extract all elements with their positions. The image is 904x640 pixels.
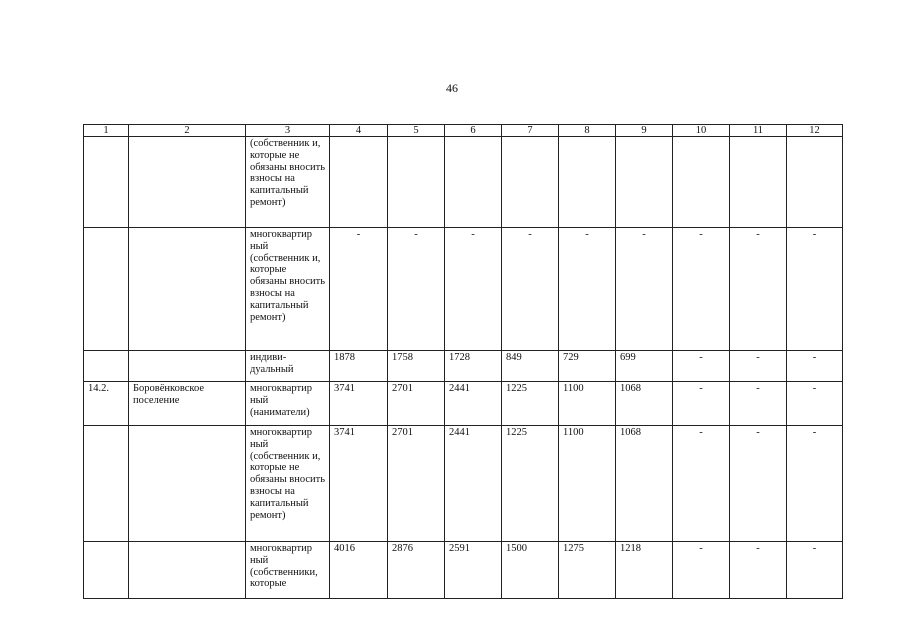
value-cell: - bbox=[673, 228, 730, 351]
value-cell bbox=[559, 137, 616, 228]
value-cell: - bbox=[787, 228, 843, 351]
column-header: 3 bbox=[246, 125, 330, 137]
value-cell: 3741 bbox=[330, 382, 388, 426]
column-header: 4 bbox=[330, 125, 388, 137]
value-cell: - bbox=[673, 351, 730, 382]
value-cell: - bbox=[388, 228, 445, 351]
settlement-cell bbox=[129, 137, 246, 228]
table-row bbox=[84, 137, 843, 228]
row-number-cell bbox=[84, 137, 129, 228]
value-cell: 729 bbox=[559, 351, 616, 382]
column-header: 7 bbox=[502, 125, 559, 137]
value-cell: 1068 bbox=[616, 382, 673, 426]
value-cell: 2876 bbox=[388, 542, 445, 599]
value-cell: 699 bbox=[616, 351, 673, 382]
value-cell bbox=[673, 137, 730, 228]
value-cell: 2441 bbox=[445, 382, 502, 426]
value-cell: - bbox=[787, 542, 843, 599]
settlement-cell: Боровёнковское поселение bbox=[129, 382, 246, 426]
value-cell: 1068 bbox=[616, 426, 673, 542]
value-cell bbox=[502, 137, 559, 228]
settlement-cell bbox=[129, 228, 246, 351]
value-cell: 4016 bbox=[330, 542, 388, 599]
column-header: 11 bbox=[730, 125, 787, 137]
column-header: 12 bbox=[787, 125, 843, 137]
table-row bbox=[84, 426, 843, 542]
value-cell: 2441 bbox=[445, 426, 502, 542]
housing-type-cell: индиви- дуальный bbox=[246, 351, 330, 382]
column-header: 10 bbox=[673, 125, 730, 137]
value-cell: 1878 bbox=[330, 351, 388, 382]
value-cell bbox=[616, 137, 673, 228]
column-header: 9 bbox=[616, 125, 673, 137]
value-cell: - bbox=[673, 426, 730, 542]
value-cell: 2591 bbox=[445, 542, 502, 599]
table-row bbox=[84, 228, 843, 351]
row-number-cell bbox=[84, 426, 129, 542]
value-cell: 1758 bbox=[388, 351, 445, 382]
value-cell: 849 bbox=[502, 351, 559, 382]
column-header: 5 bbox=[388, 125, 445, 137]
value-cell: - bbox=[502, 228, 559, 351]
value-cell: 1225 bbox=[502, 426, 559, 542]
value-cell: - bbox=[730, 351, 787, 382]
value-cell: - bbox=[673, 542, 730, 599]
column-header: 2 bbox=[129, 125, 246, 137]
value-cell: 1275 bbox=[559, 542, 616, 599]
value-cell: - bbox=[445, 228, 502, 351]
value-cell: - bbox=[559, 228, 616, 351]
row-number-cell bbox=[84, 542, 129, 599]
settlement-cell bbox=[129, 351, 246, 382]
value-cell: - bbox=[330, 228, 388, 351]
value-cell: 3741 bbox=[330, 426, 388, 542]
page-number: 46 bbox=[446, 81, 458, 95]
value-cell: 1500 bbox=[502, 542, 559, 599]
value-cell bbox=[787, 137, 843, 228]
value-cell: - bbox=[616, 228, 673, 351]
table-row bbox=[84, 542, 843, 599]
value-cell: 1100 bbox=[559, 382, 616, 426]
value-cell: - bbox=[730, 228, 787, 351]
table-row bbox=[84, 382, 843, 426]
value-cell: - bbox=[730, 382, 787, 426]
value-cell: 2701 bbox=[388, 426, 445, 542]
value-cell: 1218 bbox=[616, 542, 673, 599]
housing-type-cell: многоквартир ный (наниматели) bbox=[246, 382, 330, 426]
value-cell: 1100 bbox=[559, 426, 616, 542]
row-number-cell: 14.2. bbox=[84, 382, 129, 426]
column-header: 6 bbox=[445, 125, 502, 137]
tariff-table bbox=[83, 124, 843, 599]
value-cell: - bbox=[787, 351, 843, 382]
value-cell: 2701 bbox=[388, 382, 445, 426]
value-cell bbox=[730, 137, 787, 228]
value-cell: 1728 bbox=[445, 351, 502, 382]
settlement-cell bbox=[129, 426, 246, 542]
housing-type-cell: многоквартир ный (собственники, которые bbox=[246, 542, 330, 599]
housing-type-cell: многоквартир ный (собственник и, которые не обязаны вносить взносы на капитальный ремонт) bbox=[246, 426, 330, 542]
settlement-cell bbox=[129, 542, 246, 599]
value-cell bbox=[330, 137, 388, 228]
housing-type-cell: многоквартир ный (собственник и, которые обязаны вносить взносы на капитальный ремонт) bbox=[246, 228, 330, 351]
value-cell: 1225 bbox=[502, 382, 559, 426]
value-cell: - bbox=[787, 382, 843, 426]
column-header: 1 bbox=[84, 125, 129, 137]
column-header: 8 bbox=[559, 125, 616, 137]
housing-type-cell: (собственник и, которые не обязаны вносить взносы на капитальный ремонт) bbox=[246, 137, 330, 228]
row-number-cell bbox=[84, 351, 129, 382]
value-cell: - bbox=[787, 426, 843, 542]
value-cell: - bbox=[730, 542, 787, 599]
value-cell bbox=[445, 137, 502, 228]
header-row bbox=[84, 125, 843, 137]
value-cell: - bbox=[673, 382, 730, 426]
row-number-cell bbox=[84, 228, 129, 351]
table-row bbox=[84, 351, 843, 382]
value-cell bbox=[388, 137, 445, 228]
value-cell: - bbox=[730, 426, 787, 542]
